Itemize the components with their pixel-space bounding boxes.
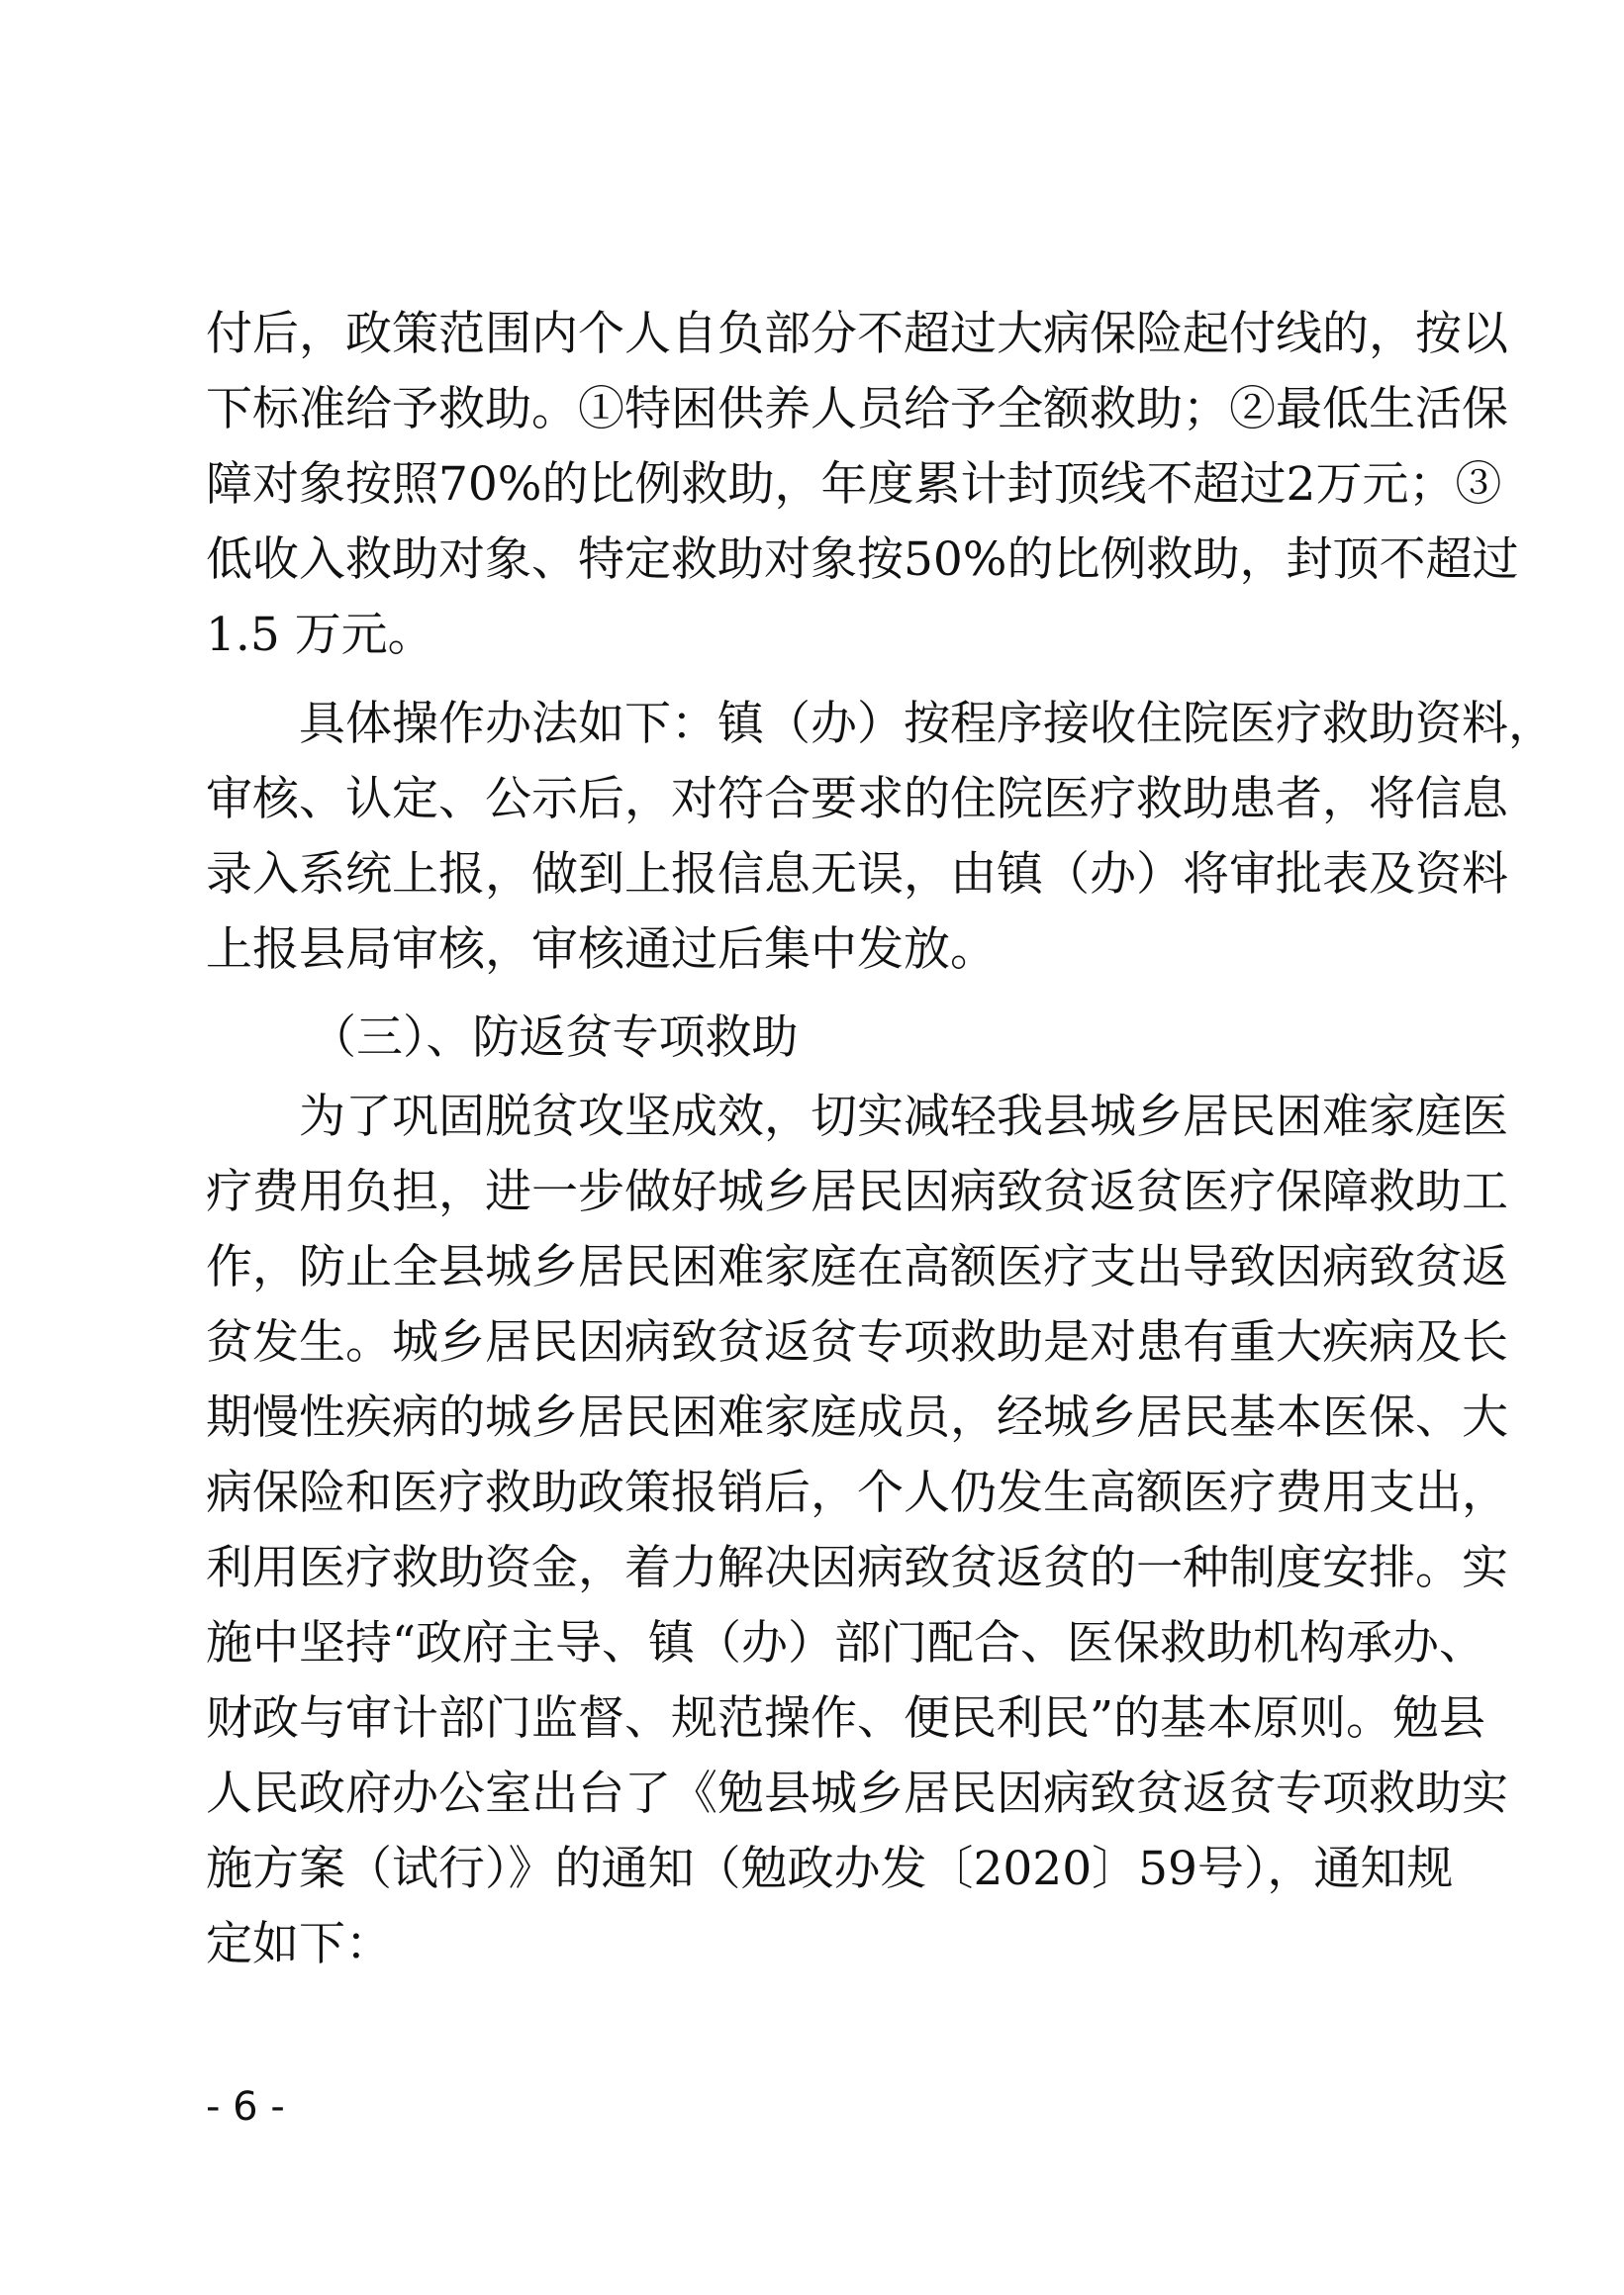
paragraph-line: 施中坚持“政府主导、镇（办）部门配合、医保救助机构承办、 bbox=[206, 1616, 1486, 1671]
paragraph-line: 病保险和医疗救助政策报销后，个人仍发生高额医疗费用支出， bbox=[206, 1466, 1508, 1520]
paragraph-line: 付后，政策范围内个人自负部分不超过大病保险起付线的，按以 bbox=[206, 307, 1508, 361]
paragraph-line: 下标准给予救助。①特困供养人员给予全额救助；②最低生活保 bbox=[206, 382, 1508, 436]
page-number: - 6 - bbox=[206, 2084, 285, 2130]
paragraph-line: 施方案（试行）》的通知（勉政办发〔2020〕59号），通知规 bbox=[206, 1842, 1454, 1896]
paragraph-line: 贫发生。城乡居民因病致贫返贫专项救助是对患有重大疾病及长 bbox=[206, 1315, 1508, 1370]
paragraph-line: 1.5 万元。 bbox=[206, 608, 434, 662]
section-heading: （三）、防返贫专项救助 bbox=[310, 1010, 799, 1065]
paragraph-line: 人民政府办公室出台了《勉县城乡居民因病致贫返贫专项救助实 bbox=[206, 1767, 1508, 1821]
paragraph-line: 录入系统上报，做到上报信息无误，由镇（办）将审批表及资料 bbox=[206, 847, 1508, 902]
paragraph-line: 作，防止全县城乡居民困难家庭在高额医疗支出导致因病致贫返 bbox=[206, 1240, 1508, 1294]
paragraph-line: 障对象按照70%的比例救助，年度累计封顶线不超过2万元；③ bbox=[206, 457, 1502, 512]
paragraph-line: 审核、认定、公示后，对符合要求的住院医疗救助患者，将信息 bbox=[206, 772, 1508, 826]
paragraph-line: 低收入救助对象、特定救助对象按50%的比例救助，封顶不超过 bbox=[206, 532, 1519, 587]
paragraph-line: 定如下： bbox=[206, 1917, 392, 1971]
paragraph-line: 利用医疗救助资金，着力解决因病致贫返贫的一种制度安排。实 bbox=[206, 1541, 1508, 1595]
paragraph-line: 为了巩固脱贫攻坚成效，切实减轻我县城乡居民困难家庭医 bbox=[299, 1090, 1508, 1144]
paragraph-line: 上报县局审核，审核通过后集中发放。 bbox=[206, 922, 997, 977]
paragraph-line: 具体操作办法如下：镇（办）按程序接收住院医疗救助资料， bbox=[299, 697, 1555, 751]
paragraph-line: 财政与审计部门监督、规范操作、便民利民”的基本原则。勉县 bbox=[206, 1691, 1486, 1746]
paragraph-line: 期慢性疾病的城乡居民困难家庭成员，经城乡居民基本医保、大 bbox=[206, 1390, 1508, 1445]
paragraph-line: 疗费用负担，进一步做好城乡居民因病致贫返贫医疗保障救助工 bbox=[206, 1165, 1508, 1219]
